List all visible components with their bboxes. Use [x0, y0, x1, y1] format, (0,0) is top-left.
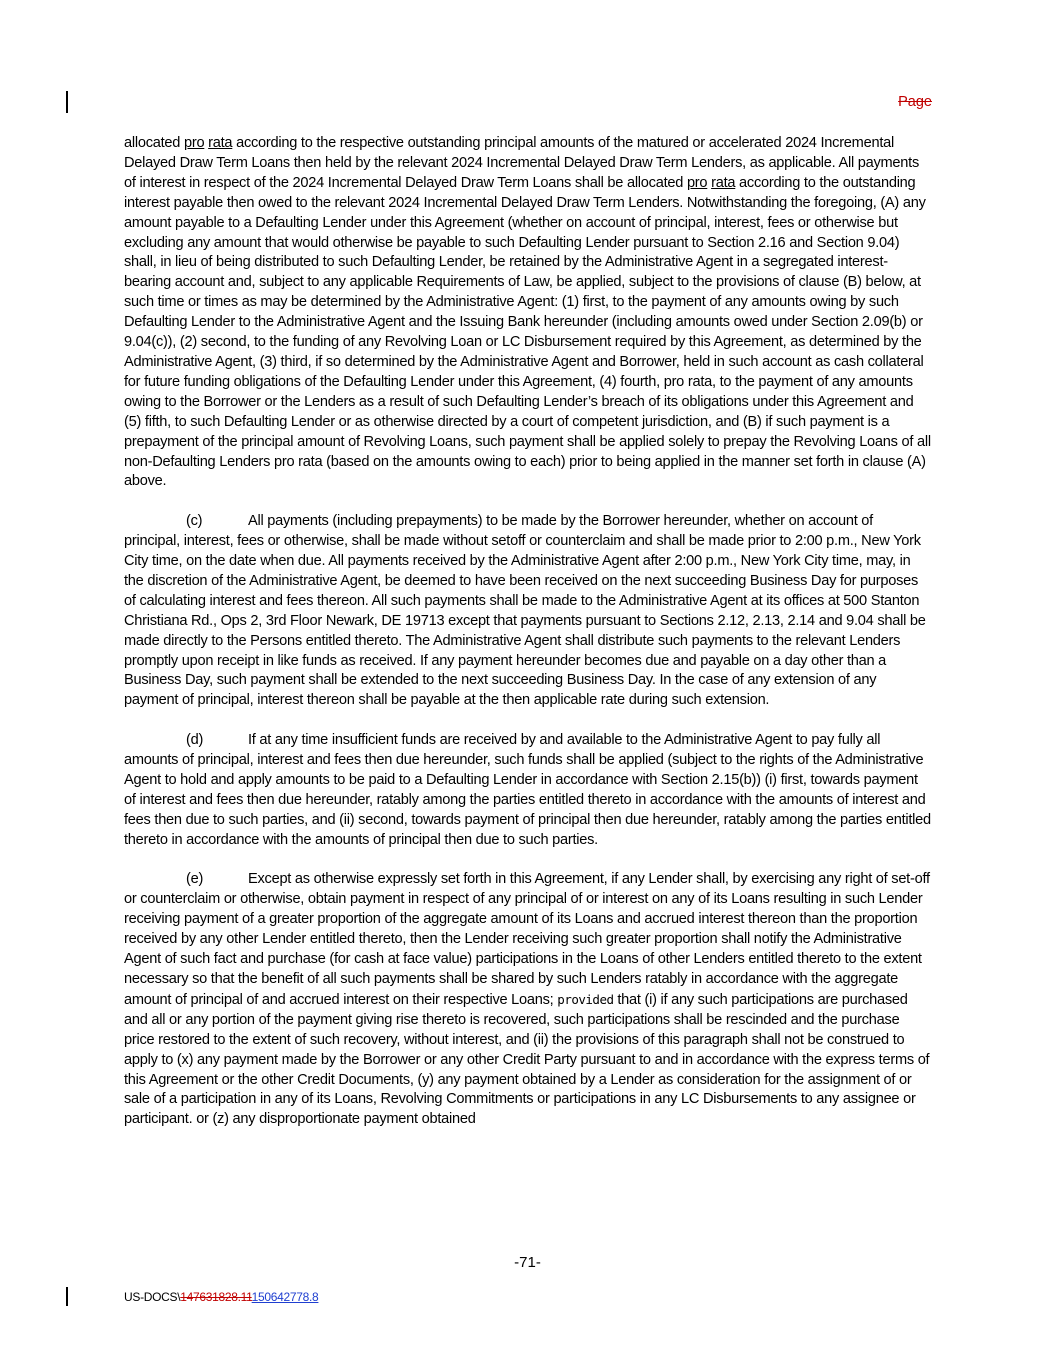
document-body [124, 134, 932, 1150]
provided-term: provided [557, 991, 614, 1007]
underlined-rata: rata [208, 135, 233, 151]
clause-label-d: (d) [186, 732, 204, 749]
doc-id-inserted[interactable]: 150642778.8 [251, 1290, 319, 1304]
change-bar-bottom [66, 1287, 68, 1306]
clause-label-e: (e) [186, 871, 204, 888]
clause-text-d: If at any time insufficient funds are received by and available to the Administrative Agent to pay fully all amounts of principal, interest and fees then due hereunder, such funds shall be applied (subject to the rights of the Administrative Agent to hold and apply amounts to be paid to a Defaulting Lender in accordance with Section 2.15(b)) (i) first, towards payment of interest and fees then due hereunder, ratably among the parties entitled thereto in accordance with the amounts of interest and fees then due to such parties, and (ii) second, towards payment of principal then due hereunder, ratably among the parties entitled thereto in accordance with the amounts of principal then due to such parties. [124, 732, 931, 848]
underlined-pro: pro [183, 135, 205, 151]
page-marker-deleted: Page [898, 94, 932, 110]
paragraph-d [124, 731, 932, 850]
change-bar-top [66, 91, 68, 113]
paragraph-e [124, 870, 932, 1130]
text-run: allocated [124, 135, 184, 151]
paragraph-continuation [124, 134, 932, 492]
text-run: according to the respective outstanding principal amounts of the matured or accelerated 2024 Incremental Delayed Draw Term Loans then held by the relevant 2024 Incremental Delayed Draw Term Lenders, as applicable. All payments of interest in respect of the 2024 Incremental Delayed Draw Term Loans shall be allocated [124, 135, 920, 191]
clause-text-e-part2: that (i) if any such participations are purchased and all or any portion of the payment giving rise thereto is recovered, such participations shall be rescinded and the purchase price restored to the extent of such recovery, without interest, and (ii) the provisions of this paragraph shall not be construed to apply to (x) any payment made by the Borrower or any other Credit Party pursuant to and in accordance with the express terms of this Agreement or the other Credit Documents, (y) any payment obtained by a Lender as consideration for the assignment of or sale of a participation in any of its Loans, Revolving Commitments or participations in any LC Disbursements to any assignee or participant. or (z) any disproportionate payment obtained [124, 991, 930, 1128]
clause-label-c: (c) [186, 513, 203, 530]
doc-id-deleted: 147631828.11 [180, 1290, 252, 1304]
text-run: according to the outstanding interest payable then owed to the relevant 2024 Incremental Delayed Draw Term Lenders. Notwithstanding the foregoing, (A) any amount payable to a Defaulting Lender under this Agreement (whether on account of principal, interest, fees or otherwise but excluding any amount that would otherwise be payable to such Defaulting Lender pursuant to Section 2.16 and Section 9.04) shall, in lieu of being distributed to such Defaulting Lender, be retained by the Administrative Agent in a segregated interest-bearing account and, subject to any applicable Requirements of Law, be applied, subject to the provisions of clause (B) below, at such time or times as may be determined by the Administrative Agent: (1) first, to the payment of any amounts owing by such Defaulting Lender to the Administrative Agent and the Issuing Bank hereunder (including amounts owed under Section 2.09(b) or 9.04(c)), (2) second, to the funding of any Revolving Loan or LC Disbursement required by this Agreement, as determined by the Administrative Agent, (3) third, if so determined by the Administrative Agent and Borrower, held in such account as cash collateral for future funding obligations of the Defaulting Lender under this Agreement, (4) fourth, pro rata, to the payment of any amounts owing to the Borrower or the Lenders as a result of such Defaulting Lender’s breach of its obligations under this Agreement and (5) fifth, to such Defaulting Lender or as otherwise directed by a court of competent jurisdiction, and (B) if such payment is a prepayment of the principal amount of Revolving Loans, such payment shall be applied solely to prepay the Revolving Loans of all non-Defaulting Lenders pro rata (based on the amounts owing to each) prior to being applied in the manner set forth in clause (A) above. [124, 174, 931, 490]
paragraph-c [124, 512, 932, 711]
underlined-rata: rata [711, 174, 736, 191]
clause-text-e-part1: Except as otherwise expressly set forth in this Agreement, if any Lender shall, by exercising any right of set-off or counterclaim or otherwise, obtain payment in respect of any principal of or interest on any of its Loans resulting in such Lender receiving payment of a greater proportion of the aggregate amount of its Loans and accrued interest thereon than the proportion received by any other Lender entitled thereto, then the Lender receiving such greater proportion shall notify the Administrative Agent of such fact and purchase (for cash at face value) participations in the Loans of other Lenders entitled thereto to the extent necessary so that the benefit of all such payments shall be shared by such Lenders ratably in accordance with the aggregate amount of principal of and accrued interest on their respective Loans; [124, 871, 930, 1008]
underlined-pro: pro [686, 174, 708, 191]
page-number: -71- [514, 1254, 541, 1271]
doc-id-prefix: US-DOCS\ [124, 1290, 181, 1304]
clause-text-c: All payments (including prepayments) to be made by the Borrower hereunder, whether on account of principal, interest, fees or otherwise, shall be made without setoff or counterclaim and shall be made prior to 2:00 p.m., New York City time, on the date when due. All payments received by the Administrative Agent after 2:00 p.m., New York City time, may, in the discretion of the Administrative Agent, be deemed to have been received on the next succeeding Business Day for purposes of calculating interest and fees thereon. All such payments shall be made to the Administrative Agent at its offices at 500 Stanton Christiana Rd., Ops 2, 3rd Floor Newark, DE 19713 except that payments pursuant to Sections 2.12, 2.13, 2.14 and 9.04 shall be made directly to the Persons entitled thereto. The Administrative Agent shall distribute such payments to the relevant Lenders promptly upon receipt in like funds as received. If any payment hereunder becomes due and payable on a day other than a Business Day, such payment shall be extended to the next succeeding Business Day. In the case of any extension of any payment of principal, interest thereon shall be payable at the then applicable rate during such extension. [124, 513, 926, 709]
document-id [124, 1290, 318, 1304]
